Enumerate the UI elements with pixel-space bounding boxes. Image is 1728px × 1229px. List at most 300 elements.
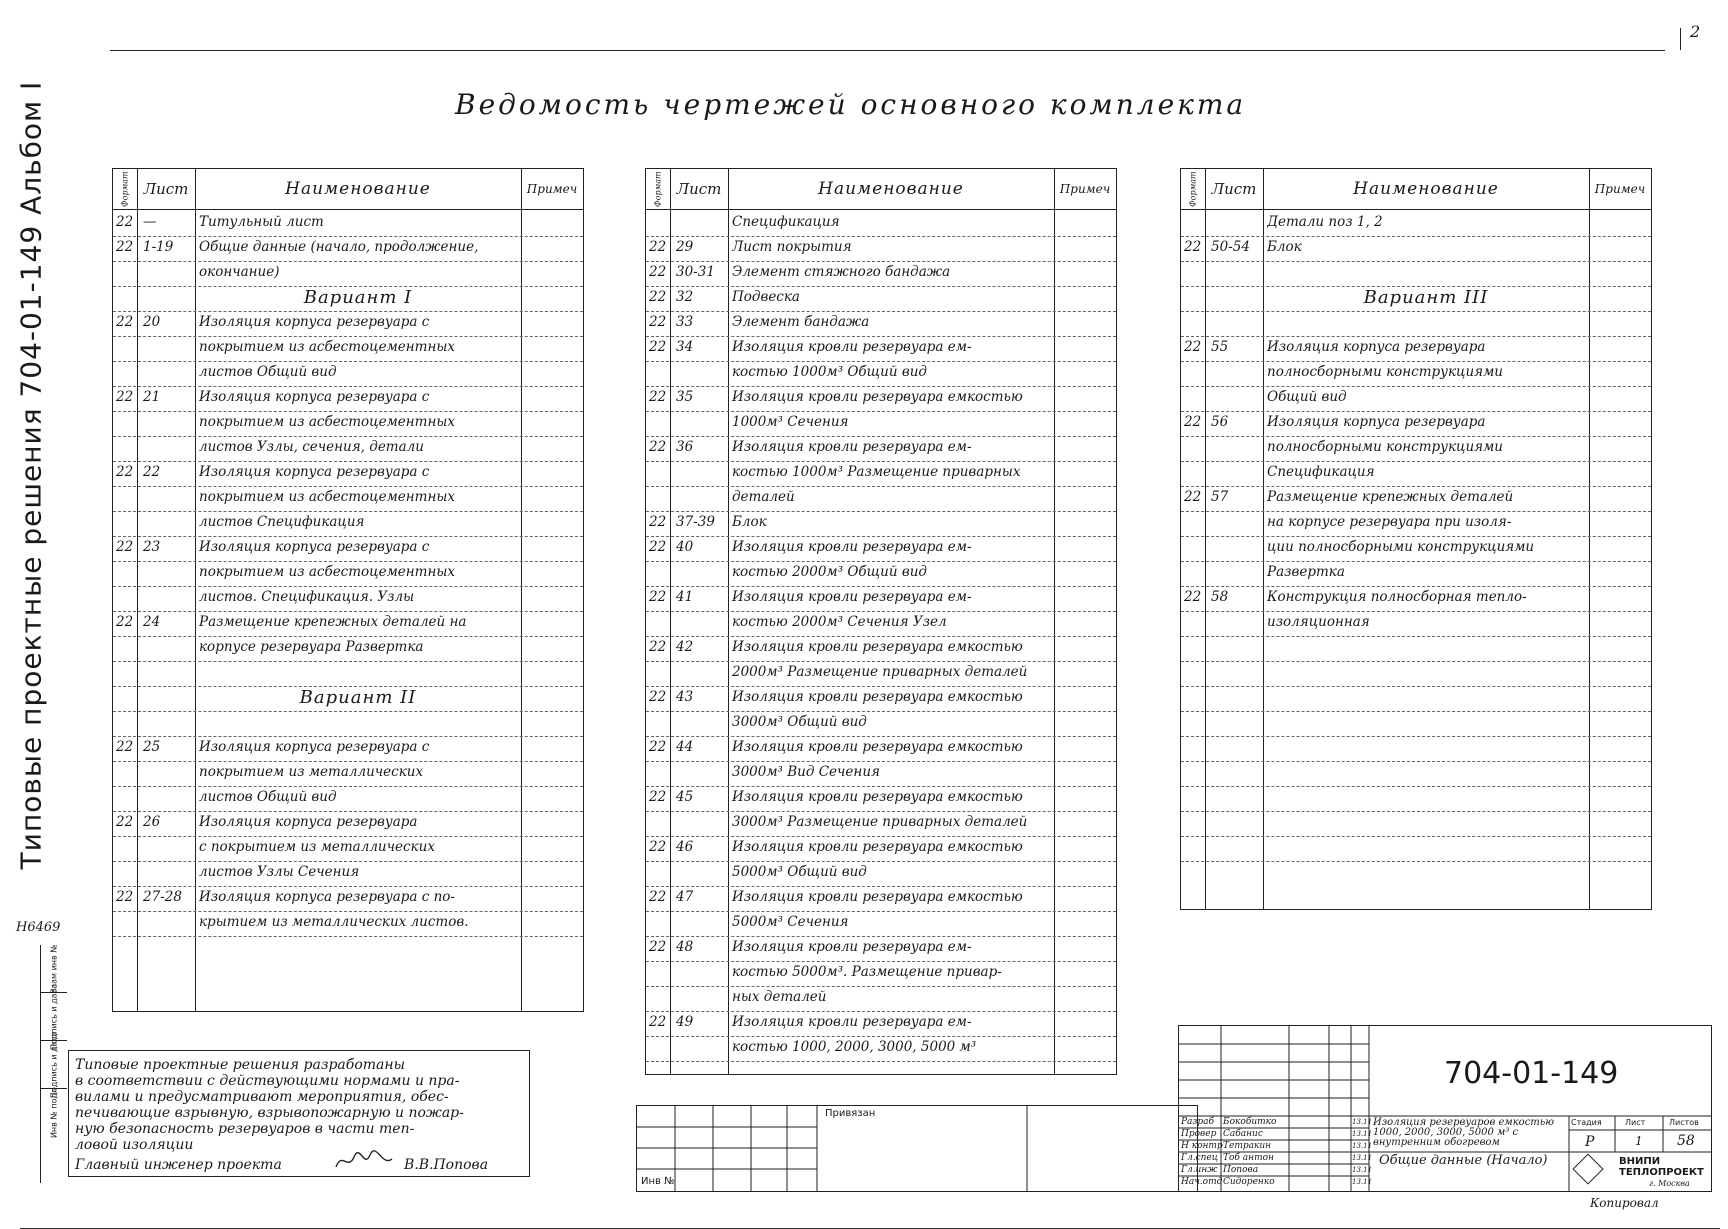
table-row — [113, 511, 583, 536]
format-cell: 22 — [1184, 489, 1202, 505]
format-cell: 22 — [1184, 339, 1202, 355]
name-cell: Изоляция корпуса резервуара с — [199, 739, 430, 755]
format-cell: 22 — [649, 539, 667, 555]
name-cell: листов Общий вид — [199, 789, 337, 805]
format-cell: 22 — [116, 539, 134, 555]
name-cell: Изоляция кровли резервуара емкостью — [732, 739, 1023, 755]
table-row — [113, 211, 583, 236]
stamp-cell: Взам инв № — [41, 945, 67, 993]
name-cell: Изоляция кровли резервуара ем- — [732, 1014, 972, 1030]
table-row — [646, 661, 1116, 686]
table-row — [1181, 236, 1651, 261]
name-cell: корпусе резервуара Развертка — [199, 639, 424, 655]
document-title: Ведомость чертежей основного комплекта — [455, 88, 1247, 121]
name-cell: Изоляция кровли резервуара ем- — [732, 539, 972, 555]
format-cell: 22 — [1184, 414, 1202, 430]
table-row — [1181, 286, 1651, 311]
table-row — [113, 611, 583, 636]
person-name: Сидоренко — [1223, 1177, 1275, 1187]
sheet-cell: 37-39 — [676, 514, 715, 530]
name-cell: Блок — [732, 514, 767, 530]
header-format: Формат — [653, 171, 663, 207]
format-cell: 22 — [649, 1014, 667, 1030]
role-label: Разраб — [1181, 1117, 1214, 1127]
name-cell: Изоляция корпуса резервуара с по- — [199, 889, 455, 905]
table-row — [113, 411, 583, 436]
name-cell: листов. Спецификация. Узлы — [199, 589, 415, 605]
name-cell: Изоляция корпуса резервуара с — [199, 539, 430, 555]
note-line: ную безопасность резервуаров в части теп- — [75, 1121, 415, 1137]
stage-label: Стадия — [1571, 1118, 1602, 1127]
header-format: Формат — [1188, 171, 1198, 207]
format-cell: 22 — [649, 389, 667, 405]
table-row — [1181, 786, 1651, 811]
table-row — [646, 736, 1116, 761]
name-cell: ции полносборными конструкциями — [1267, 539, 1535, 555]
table-row — [646, 586, 1116, 611]
name-cell: Общие данные (начало, продолжение, — [199, 239, 479, 255]
sheet-list-table-1 — [112, 168, 584, 1012]
sign-date: 13.11 — [1352, 1142, 1373, 1150]
table-row — [646, 786, 1116, 811]
inventory-label: Инв № — [641, 1176, 675, 1187]
table-row — [646, 361, 1116, 386]
header-name: Наименование — [1353, 179, 1499, 199]
sheet-cell: 45 — [676, 789, 694, 805]
name-cell: Изоляция корпуса резервуара с — [199, 314, 430, 330]
sheet-cell: 48 — [676, 939, 694, 955]
sheet-cell: 55 — [1211, 339, 1229, 355]
name-cell: Размещение крепежных деталей — [1267, 489, 1514, 505]
table-row — [113, 636, 583, 661]
sheet-cell: 41 — [676, 589, 694, 605]
table-row — [646, 211, 1116, 236]
format-cell: 22 — [649, 514, 667, 530]
person-name: Тетракин — [1223, 1141, 1272, 1151]
name-cell: костью 2000м³ Сечения Узел — [732, 614, 947, 630]
table-row — [1181, 636, 1651, 661]
name-cell: Изоляция корпуса резервуара — [199, 814, 418, 830]
name-cell: Титульный лист — [199, 214, 324, 230]
sign-date: 13.11 — [1352, 1178, 1373, 1186]
format-cell: 22 — [649, 839, 667, 855]
format-cell: 22 — [1184, 589, 1202, 605]
note-line: Типовые проектные решения разработаны — [75, 1057, 405, 1073]
name-cell: Изоляция кровли резервуара емкостью — [732, 389, 1023, 405]
binding-label: Привязан — [825, 1108, 876, 1119]
sheet-list-table-2 — [645, 168, 1117, 1075]
table-row — [646, 1011, 1116, 1036]
table-row — [1181, 836, 1651, 861]
format-cell: 22 — [116, 214, 134, 230]
table-row — [646, 636, 1116, 661]
table-row — [1181, 261, 1651, 286]
variant-heading: Вариант I — [303, 287, 413, 308]
name-cell: костью 1000м³ Размещение приварных — [732, 464, 1021, 480]
table-row — [113, 761, 583, 786]
table-row — [1181, 761, 1651, 786]
format-cell: 22 — [649, 789, 667, 805]
album-side-title: Типовые проектные решения 704-01-149 Альбом I — [14, 80, 48, 870]
role-label: Н контр — [1181, 1141, 1223, 1151]
sheet-cell: 58 — [1211, 589, 1229, 605]
sheet-cell: 32 — [676, 289, 694, 305]
stage-value: Р — [1585, 1134, 1595, 1150]
table-row — [113, 786, 583, 811]
name-cell: Элемент стяжного бандажа — [732, 264, 951, 280]
stamp-cell: Инв № подл — [49, 1087, 59, 1138]
name-cell: 1000м³ Сечения — [732, 414, 849, 430]
table-row — [1181, 586, 1651, 611]
format-cell: 22 — [116, 389, 134, 405]
table-row — [113, 236, 583, 261]
format-cell: 22 — [116, 464, 134, 480]
name-cell: 3000м³ Размещение приварных деталей — [732, 814, 1028, 830]
name-cell: окончание) — [199, 264, 280, 280]
name-cell: Изоляция кровли резервуара емкостью — [732, 689, 1023, 705]
name-cell: покрытием из асбестоцементных — [199, 489, 455, 505]
header-note: Примеч — [1059, 182, 1111, 196]
sheet-cell: 36 — [676, 439, 694, 455]
table-row — [646, 386, 1116, 411]
table-row — [1181, 361, 1651, 386]
table-row — [646, 236, 1116, 261]
table-row — [1181, 386, 1651, 411]
binding-block — [636, 1105, 1198, 1192]
name-cell: костью 2000м³ Общий вид — [732, 564, 927, 580]
table-row — [646, 836, 1116, 861]
name-cell: Изоляция кровли резервуара ем- — [732, 339, 972, 355]
table-row — [113, 461, 583, 486]
table-row — [113, 736, 583, 761]
name-cell: 3000м³ Вид Сечения — [732, 764, 880, 780]
format-cell: 22 — [649, 289, 667, 305]
sheets-value: 58 — [1677, 1133, 1695, 1149]
format-cell: 22 — [116, 814, 134, 830]
table-row — [1181, 611, 1651, 636]
note-line: ловой изоляции — [75, 1137, 194, 1153]
table-row — [1181, 561, 1651, 586]
binding-grid — [637, 1106, 1197, 1191]
stamp-cell: Подпись и дата — [41, 993, 67, 1041]
name-cell: Блок — [1267, 239, 1302, 255]
table-row — [1181, 711, 1651, 736]
table-row — [1181, 536, 1651, 561]
table-row — [113, 586, 583, 611]
table-row — [113, 811, 583, 836]
name-cell: костью 1000м³ Общий вид — [732, 364, 927, 380]
sheet-cell: 26 — [143, 814, 161, 830]
table-row — [646, 411, 1116, 436]
name-cell: костью 5000м³. Размещение привар- — [732, 964, 1002, 980]
row-divider — [646, 1061, 1116, 1062]
name-cell: листов Узлы Сечения — [199, 864, 360, 880]
name-cell: Детали поз 1, 2 — [1267, 214, 1383, 230]
table-row — [113, 886, 583, 911]
sheet-cell: 44 — [676, 739, 694, 755]
name-cell: 2000м³ Размещение приварных деталей — [732, 664, 1028, 680]
table-row — [646, 886, 1116, 911]
organization: ВНИПИ ТЕПЛОПРОЕКТ — [1619, 1156, 1704, 1178]
name-cell: Изоляция корпуса резервуара — [1267, 414, 1486, 430]
table-row — [1181, 686, 1651, 711]
name-cell: деталей — [732, 489, 795, 505]
format-cell: 22 — [649, 264, 667, 280]
signature-mark — [334, 1149, 394, 1173]
table-row — [646, 536, 1116, 561]
name-cell: Общий вид — [1267, 389, 1347, 405]
table-row — [646, 611, 1116, 636]
header-name: Наименование — [285, 179, 431, 199]
table-row — [113, 336, 583, 361]
table-row — [113, 661, 583, 686]
header-note: Примеч — [1594, 182, 1646, 196]
name-cell: Лист покрытия — [732, 239, 852, 255]
sheet-cell: 29 — [676, 239, 694, 255]
table-row — [113, 861, 583, 886]
page-number-rule — [1680, 28, 1681, 50]
name-cell: Элемент бандажа — [732, 314, 870, 330]
table-row — [113, 311, 583, 336]
sheet-list-table-3 — [1180, 168, 1652, 910]
table-row — [646, 561, 1116, 586]
table-row — [646, 911, 1116, 936]
note-line: печивающие взрывную, взрывопожарную и пожар- — [75, 1105, 464, 1121]
name-cell: Изоляция кровли резервуара емкостью — [732, 889, 1023, 905]
name-cell: листов Общий вид — [199, 364, 337, 380]
table-row — [113, 436, 583, 461]
name-cell: Изоляция кровли резервуара емкостью — [732, 839, 1023, 855]
format-cell: 22 — [649, 339, 667, 355]
stamp-number: Н6469 — [16, 920, 61, 935]
table-row — [113, 361, 583, 386]
table-row — [113, 536, 583, 561]
sheet-cell: 56 — [1211, 414, 1229, 430]
table-row — [1181, 411, 1651, 436]
sheet-cell: 42 — [676, 639, 694, 655]
sheet-cell: 47 — [676, 889, 694, 905]
name-cell: Спецификация — [732, 214, 840, 230]
table-row — [113, 711, 583, 736]
sheet-cell: 57 — [1211, 489, 1229, 505]
name-cell: костью 1000, 2000, 3000, 5000 м³ — [732, 1039, 977, 1055]
row-divider — [1181, 861, 1651, 862]
name-cell: покрытием из асбестоцементных — [199, 564, 455, 580]
table-row — [1181, 336, 1651, 361]
sheet-cell: 21 — [143, 389, 161, 405]
header-name: Наименование — [818, 179, 964, 199]
variant-heading: Вариант III — [1363, 287, 1489, 308]
title-block — [1178, 1025, 1712, 1192]
name-cell: полносборными конструкциями — [1267, 364, 1503, 380]
table-row — [646, 336, 1116, 361]
name-cell: Изоляция кровли резервуара ем- — [732, 589, 972, 605]
table-row — [1181, 511, 1651, 536]
table-row — [113, 386, 583, 411]
sheet-title: Общие данные (Начало) — [1379, 1153, 1548, 1168]
format-cell: 22 — [649, 639, 667, 655]
table-row — [113, 261, 583, 286]
signature-line: Главный инженер проекта — [75, 1157, 282, 1173]
name-cell: покрытием из металлических — [199, 764, 424, 780]
format-cell: 22 — [116, 614, 134, 630]
format-cell: 22 — [649, 439, 667, 455]
name-cell: 5000м³ Сечения — [732, 914, 849, 930]
table-row — [646, 686, 1116, 711]
name-cell: покрытием из асбестоцементных — [199, 414, 455, 430]
format-cell: 22 — [649, 239, 667, 255]
drawing-description: Изоляция резервуаров емкостью 1000, 2000, 3000, 5000 м³ с внутренним обогревом — [1373, 1117, 1555, 1148]
sheet-cell: 43 — [676, 689, 694, 705]
name-cell: Изоляция корпуса резервуара с — [199, 389, 430, 405]
sheet-cell: 34 — [676, 339, 694, 355]
format-cell: 22 — [649, 589, 667, 605]
table-row — [646, 986, 1116, 1011]
name-cell: Изоляция кровли резервуара ем- — [732, 939, 972, 955]
table-row — [1181, 311, 1651, 336]
name-cell: покрытием из асбестоцементных — [199, 339, 455, 355]
table-row — [646, 1036, 1116, 1061]
table-row — [1181, 661, 1651, 686]
sheet-label: Лист — [1625, 1118, 1646, 1127]
name-cell: листов Узлы, сечения, детали — [199, 439, 424, 455]
sheet-cell: 49 — [676, 1014, 694, 1030]
name-cell: Подвеска — [732, 289, 800, 305]
approval-stamp — [40, 945, 67, 1183]
person-name: Бокобитко — [1223, 1117, 1277, 1127]
format-cell: 22 — [649, 689, 667, 705]
header-sheet: Лист — [676, 180, 722, 198]
table-row — [646, 286, 1116, 311]
name-cell: Развертка — [1267, 564, 1345, 580]
table-row — [1181, 811, 1651, 836]
sheet-cell: 35 — [676, 389, 694, 405]
person-name: Сабанис — [1223, 1129, 1263, 1139]
table-row — [646, 711, 1116, 736]
table-row — [646, 486, 1116, 511]
sign-date: 13.11 — [1352, 1166, 1373, 1174]
sheet-cell: — — [143, 214, 157, 230]
general-note — [68, 1050, 530, 1177]
sheet-cell: 22 — [143, 464, 161, 480]
table-row — [646, 861, 1116, 886]
table-row — [113, 486, 583, 511]
table-row — [1181, 486, 1651, 511]
sheet-cell: 46 — [676, 839, 694, 855]
note-line: в соответствии с действующими нормами и пра- — [75, 1073, 460, 1089]
header-sheet: Лист — [1211, 180, 1257, 198]
header-sheet: Лист — [143, 180, 189, 198]
table-row — [646, 436, 1116, 461]
format-cell: 22 — [116, 739, 134, 755]
name-cell: изоляционная — [1267, 614, 1370, 630]
person-name: Попова — [1223, 1165, 1259, 1175]
format-cell: 22 — [649, 739, 667, 755]
sheets-label: Листов — [1669, 1118, 1699, 1127]
table-row — [1181, 736, 1651, 761]
sheet-cell: 23 — [143, 539, 161, 555]
table-row — [646, 311, 1116, 336]
sheet-cell: 27-28 — [143, 889, 182, 905]
name-cell: ных деталей — [732, 989, 827, 1005]
table-row — [646, 936, 1116, 961]
table-row — [646, 811, 1116, 836]
header-format: Формат — [120, 171, 130, 207]
role-label: Гл.спец — [1181, 1153, 1218, 1163]
table-row — [1181, 436, 1651, 461]
sheet-cell: 33 — [676, 314, 694, 330]
sheet-cell: 25 — [143, 739, 161, 755]
table-row — [113, 836, 583, 861]
table-row — [646, 761, 1116, 786]
format-cell: 22 — [116, 239, 134, 255]
table-row — [113, 911, 583, 936]
person-name: Тоб антон — [1223, 1153, 1274, 1163]
header-note: Примеч — [526, 182, 578, 196]
table-row — [646, 961, 1116, 986]
role-label: Гл.инж — [1181, 1165, 1218, 1175]
name-cell: полносборными конструкциями — [1267, 439, 1503, 455]
signature-name: В.В.Попова — [404, 1157, 489, 1173]
copied-note: Копировал — [1590, 1196, 1659, 1210]
frame-top-line — [110, 50, 1665, 51]
stamp-cell: Подпись и дата — [41, 1041, 67, 1089]
format-cell: 22 — [649, 939, 667, 955]
table-row — [113, 286, 583, 311]
sheet-cell: 40 — [676, 539, 694, 555]
name-cell: Изоляция корпуса резервуара с — [199, 464, 430, 480]
format-cell: 22 — [116, 889, 134, 905]
drawing-code: 704-01-149 — [1444, 1056, 1619, 1091]
name-cell: Изоляция кровли резервуара ем- — [732, 439, 972, 455]
table-row — [1181, 211, 1651, 236]
sheet-cell: 20 — [143, 314, 161, 330]
format-cell: 22 — [649, 314, 667, 330]
sheet-cell: 1-19 — [143, 239, 174, 255]
format-cell: 22 — [649, 889, 667, 905]
organization-city: г. Москва — [1649, 1179, 1690, 1188]
name-cell: с покрытием из металлических — [199, 839, 435, 855]
format-cell: 22 — [1184, 239, 1202, 255]
name-cell: Спецификация — [1267, 464, 1375, 480]
table-row — [113, 561, 583, 586]
row-divider — [113, 936, 583, 937]
table-row — [646, 461, 1116, 486]
name-cell: крытием из металлических листов. — [199, 914, 469, 930]
role-label: Провер — [1181, 1129, 1217, 1139]
name-cell: на корпусе резервуара при изоля- — [1267, 514, 1512, 530]
table-row — [1181, 461, 1651, 486]
name-cell: Изоляция корпуса резервуара — [1267, 339, 1486, 355]
name-cell: Конструкция полносборная тепло- — [1267, 589, 1527, 605]
name-cell: 3000м³ Общий вид — [732, 714, 867, 730]
sheet-value: 1 — [1635, 1134, 1643, 1148]
table-row — [646, 261, 1116, 286]
variant-heading: Вариант II — [299, 687, 417, 708]
sign-date: 13.11 — [1352, 1154, 1373, 1162]
table-row — [646, 511, 1116, 536]
note-line: вилами и предусматривают мероприятия, обес- — [75, 1089, 449, 1105]
table-row — [113, 686, 583, 711]
sign-date: 13.11 — [1352, 1118, 1373, 1126]
sheet-cell: 24 — [143, 614, 161, 630]
name-cell: Изоляция кровли резервуара емкостью — [732, 639, 1023, 655]
sheet-cell: 50-54 — [1211, 239, 1250, 255]
name-cell: 5000м³ Общий вид — [732, 864, 867, 880]
role-label: Нач.отд — [1181, 1177, 1223, 1187]
sign-date: 13.11 — [1352, 1130, 1373, 1138]
name-cell: Размещение крепежных деталей на — [199, 614, 467, 630]
